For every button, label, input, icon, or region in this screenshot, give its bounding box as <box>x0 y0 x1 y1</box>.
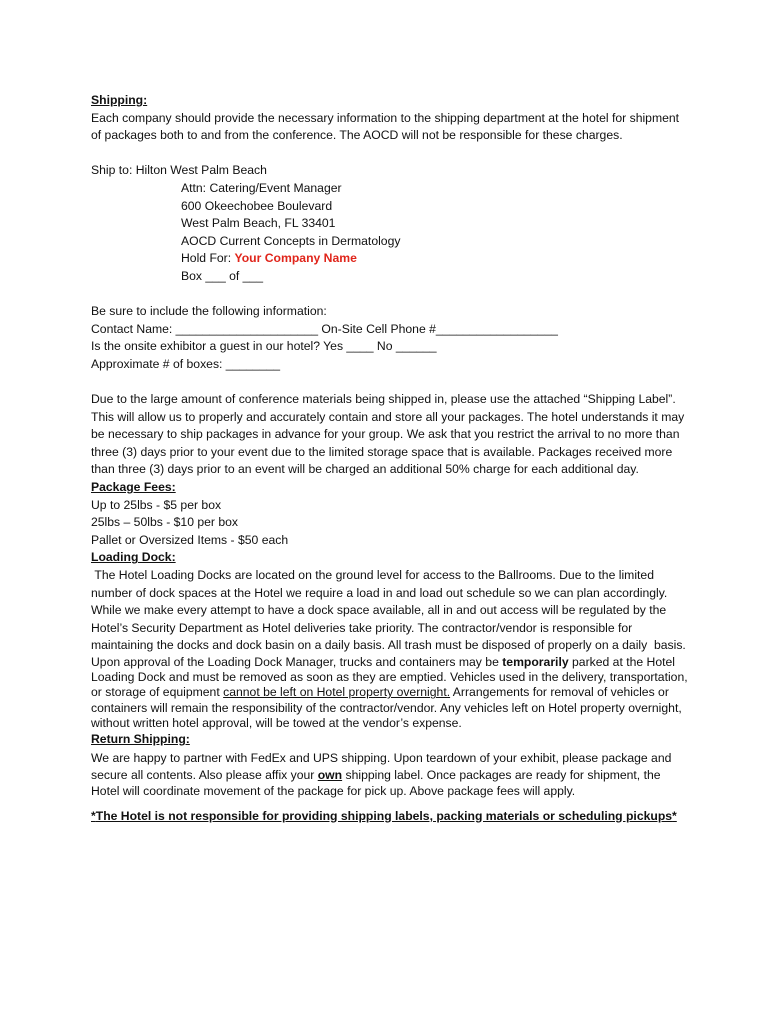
approval-text: Upon approval of the Loading Dock Manager, trucks and containers may be <box>91 655 503 669</box>
ship-to-line: Ship to: Hilton West Palm Beach <box>91 163 267 178</box>
responsibility-note <box>91 808 691 825</box>
return-shipping-paragraph <box>91 750 691 799</box>
address-box-count: Box ___ of ___ <box>181 268 263 283</box>
package-fee-item: 25lbs – 50lbs - $10 per box <box>91 515 239 530</box>
loading-dock-paragraph: The Hotel Loading Docks are located on the ground level for access to the Ballrooms. Due to the limited number of dock spaces at the Hotel we require a load in and load out schedule so we can plan accordingly. While we make every attempt to have a dock space available, all in and out access will be regulated by the Hotel’s Security Department as Hotel deliveries take priority. The contractor/vendor is responsible for maintaining the docks and dock basin on a daily basis. All trash must be disposed of properly on a daily basis. <box>91 568 686 653</box>
note-text: The Hotel is not responsible for providing shipping labels, packing materials or scheduling pickups <box>95 808 673 823</box>
shipping-heading: Shipping: <box>91 93 148 107</box>
approval-overnight-warning: cannot be left on Hotel property overnight. <box>223 685 451 700</box>
loading-dock-approval <box>91 655 691 731</box>
return-shipping-heading: Return Shipping: <box>91 732 190 747</box>
return-own-emphasis: own <box>317 767 343 782</box>
package-fees-heading: Package Fees: <box>91 480 176 495</box>
loading-dock-heading: Loading Dock: <box>91 550 176 565</box>
approval-temporarily: temporarily <box>502 655 569 669</box>
note-star: * <box>672 808 677 823</box>
hold-for-value: Your Company Name <box>234 251 357 266</box>
address-attn: Attn: Catering/Event Manager <box>181 180 342 195</box>
return-text: shipping label. Once packages are ready for shipment, the Hotel will coordinate movement of the package for pick up. Above package fees will apply. <box>91 767 661 799</box>
info-intro: Be sure to include the following information: <box>91 304 327 319</box>
spacer <box>91 286 691 304</box>
shipping-address-block <box>91 180 691 286</box>
approval-text: parked at the Hotel Loading Dock and must be removed as soon as they are emptied. Vehicles used in the delivery, transportation, or storage of equipment <box>91 655 688 700</box>
shipping-intro: Each company should provide the necessary information to the shipping department at the hotel for shipment of packages both to and from the conference. The AOCD will not be responsible for these charges. <box>91 110 680 143</box>
address-hold-for <box>181 250 691 268</box>
hold-for-label: Hold For: <box>181 251 232 266</box>
document-page <box>91 92 691 824</box>
package-fee-item: Up to 25lbs - $5 per box <box>91 497 222 512</box>
return-text: We are happy to partner with FedEx and UPS shipping. Upon teardown of your exhibit, please package and secure all contents. Also please affix your <box>91 751 672 782</box>
approval-text: Arrangements for removal of vehicles or containers will remain the responsibility of the contractor/vendor. Any vehicles left on Hotel property overnight, without written hotel approval, will be towed at the vendor’s expense. <box>91 685 682 730</box>
spacer <box>91 374 691 392</box>
info-contact-line: Contact Name: _____________________ On-Site Cell Phone #__________________ <box>91 321 558 336</box>
spacer <box>91 145 691 163</box>
address-city: West Palm Beach, FL 33401 <box>181 216 336 231</box>
info-guest-line: Is the onsite exhibitor a guest in our hotel? Yes ____ No ______ <box>91 339 437 354</box>
shipping-label-paragraph: Due to the large amount of conference materials being shipped in, please use the attached “Shipping Label”. This will allow us to properly and accurately contain and store all your packages. The hotel understands it may be necessary to ship packages in advance for your group. We ask that you restrict the arrival to no more than three (3) days prior to your event due to the limited storage space that is available. Packages received more than three (3) days prior to an event will be charged an additional 50% charge for each additional day. <box>91 392 685 477</box>
address-event: AOCD Current Concepts in Dermatology <box>181 233 401 248</box>
note-star: * <box>91 808 96 823</box>
info-boxes-line: Approximate # of boxes: ________ <box>91 356 281 371</box>
package-fee-item: Pallet or Oversized Items - $50 each <box>91 532 289 547</box>
address-street: 600 Okeechobee Boulevard <box>181 198 333 213</box>
